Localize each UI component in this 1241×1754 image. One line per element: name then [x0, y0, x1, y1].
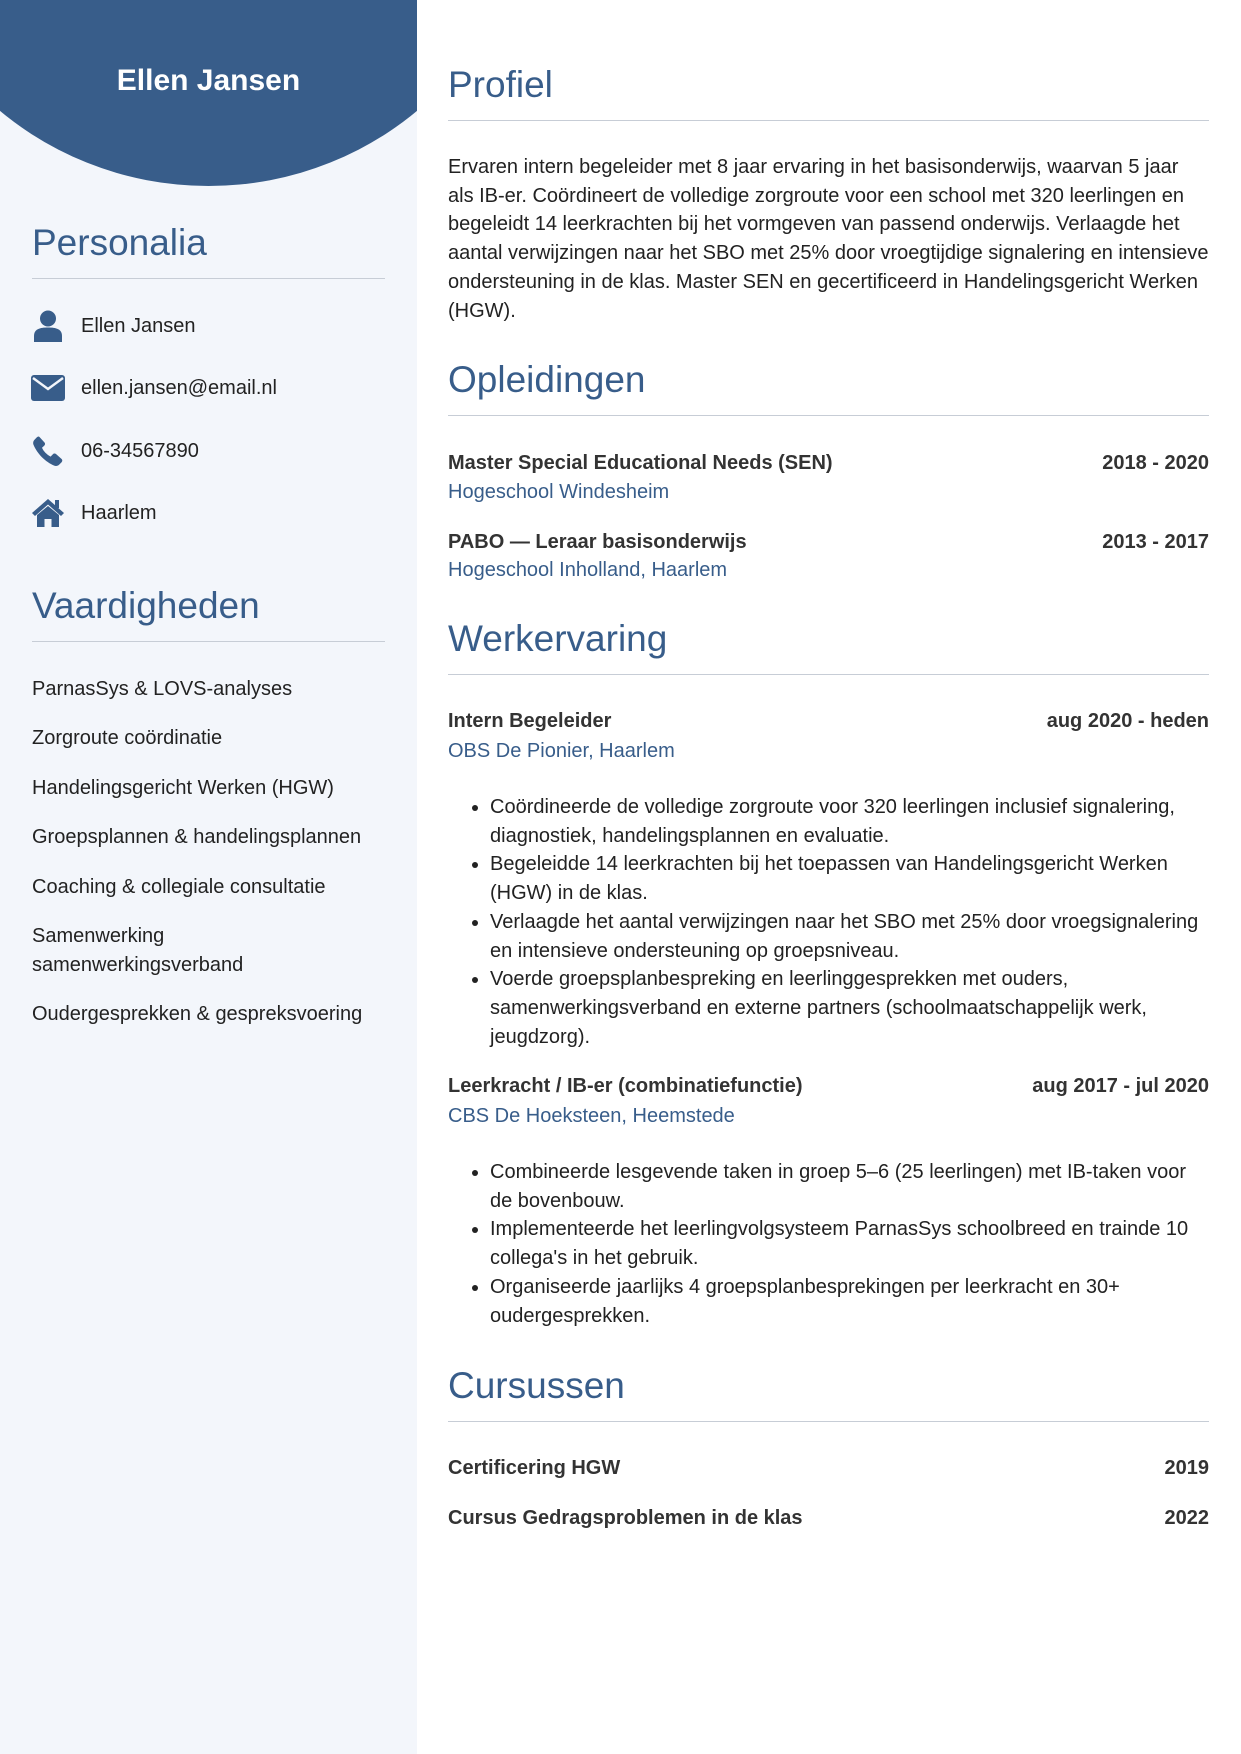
contact-phone: 06-34567890: [30, 433, 199, 469]
course-title: Cursus Gedragsproblemen in de klas: [448, 1507, 803, 1529]
work-heading: Werkervaring: [448, 618, 1209, 675]
job-bullet: • Voerde groepsplanbespreking en leerlinggesprekken met ouders, samenwerkingsverband en externe partners (schoolmaatschappelijk werk, jeugdzorg).: [490, 965, 1209, 1051]
profile-text: Ervaren intern begeleider met 8 jaar ervaring in het basisonderwijs, waarvan 5 jaar als IB-er. Coördineert de volledige zorgroute voor een school met 320 leerlingen en begeleidt 14 leerkrachten bij het vormgeven van passend onderwijs. Verlaagde het aantal verwijzingen naar het SBO met 25% door vroegtijdige signalering en intensieve ondersteuning in de klas. Master SEN en gecertificeerd in Handelingsgericht Werken (HGW).: [448, 156, 1209, 322]
home-icon: [30, 495, 66, 531]
job-bullets: [448, 793, 1209, 1051]
job-date: aug 2020 - heden: [1046, 710, 1209, 732]
envelope-icon: [30, 370, 66, 406]
skill-item: Zorgroute coördinatie: [32, 727, 223, 749]
job-bullet: • Organiseerde jaarlijks 4 groepsplanbesprekingen per leerkracht en 30+ oudergesprekken.: [490, 1273, 1209, 1330]
contact-name: Ellen Jansen: [30, 308, 196, 344]
job-bullet: • Combineerde lesgevende taken in groep 5–6 (25 leerlingen) met IB-taken voor de bovenbouw.: [490, 1158, 1209, 1215]
skill-item: Samenwerking samenwerkingsverband: [32, 925, 244, 976]
skills-heading: Vaardigheden: [32, 585, 385, 642]
skill-item: ParnasSys & LOVS-analyses: [32, 678, 293, 700]
education-title: PABO — Leraar basisonderwijs: [448, 531, 747, 553]
education-date: 2018 - 2020: [1102, 452, 1209, 474]
skill-item: Oudergesprekken & gespreksvoering: [32, 1003, 363, 1025]
education-date: 2013 - 2017: [1102, 531, 1209, 553]
user-icon: [30, 308, 66, 344]
education-heading: Opleidingen: [448, 359, 1209, 416]
sidebar: [0, 0, 417, 1754]
education-title: Master Special Educational Needs (SEN): [448, 452, 833, 474]
education-school: Hogeschool Inholland, Haarlem: [448, 559, 728, 581]
job-bullet: • Verlaagde het aantal verwijzingen naar het SBO met 25% door vroegsignalering en intensieve ondersteuning op groepsniveau.: [490, 908, 1209, 965]
profile-heading: Profiel: [448, 64, 1209, 121]
course-date: 2022: [1164, 1507, 1209, 1529]
job-date: aug 2017 - jul 2020: [1032, 1075, 1209, 1097]
job-employer: CBS De Hoeksteen, Heemstede: [448, 1105, 735, 1127]
phone-icon: [30, 433, 66, 469]
job-bullet: • Begeleidde 14 leerkrachten bij het toepassen van Handelingsgericht Werken (HGW) in de klas.: [490, 850, 1209, 907]
personalia-heading: Personalia: [32, 222, 385, 279]
course-title: Certificering HGW: [448, 1457, 621, 1479]
contact-email: ellen.jansen@email.nl: [30, 370, 277, 406]
course-date: 2019: [1164, 1457, 1209, 1479]
job-bullets: [448, 1158, 1209, 1330]
skill-item: Handelingsgericht Werken (HGW): [32, 777, 334, 799]
skill-item: Groepsplannen & handelingsplannen: [32, 826, 362, 848]
contact-location: Haarlem: [30, 495, 157, 531]
job-title: Leerkracht / IB-er (combinatiefunctie): [448, 1075, 803, 1097]
education-school: Hogeschool Windesheim: [448, 481, 670, 503]
job-employer: OBS De Pionier, Haarlem: [448, 740, 675, 762]
job-bullet: • Implementeerde het leerlingvolgsysteem ParnasSys schoolbreed en trainde 10 collega's in het gebruik.: [490, 1215, 1209, 1272]
job-bullet: • Coördineerde de volledige zorgroute voor 320 leerlingen inclusief signalering, diagnostiek, handelingsplannen en evaluatie.: [490, 793, 1209, 850]
skill-item: Coaching & collegiale consultatie: [32, 876, 326, 898]
courses-heading: Cursussen: [448, 1365, 1209, 1422]
header-name: Ellen Jansen: [116, 64, 301, 97]
job-title: Intern Begeleider: [448, 710, 612, 732]
